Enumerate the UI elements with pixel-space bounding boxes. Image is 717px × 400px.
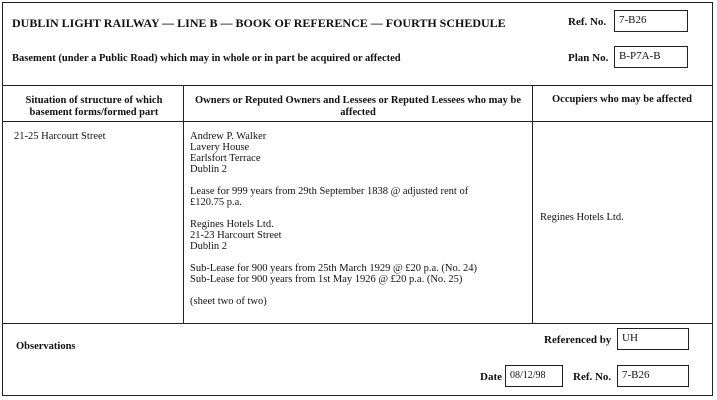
column-divider-2 [532, 85, 533, 323]
column-header-divider [3, 121, 712, 122]
footer-ref-no-field[interactable]: 7-B26 [617, 365, 689, 387]
sub-lease-1: Sub-Lease for 900 years from 25th March 1929 @ £20 p.a. (No. 24) [190, 263, 477, 274]
lease-1: Lease for 999 years from 29th September 1838 @ adjusted rent of £120.75 p.a. [190, 186, 469, 208]
footer-ref-no-label: Ref. No. [573, 371, 612, 383]
document-subtitle: Basement (under a Public Road) which may in whole or in part be acquired or affected [12, 53, 401, 64]
col-header-owners: Owners or Reputed Owners and Lessees or Reputed Lessees who may be affected [195, 95, 521, 118]
referenced-by-field[interactable]: UH [617, 328, 689, 350]
observations-label: Observations [16, 341, 76, 352]
owner-1: Andrew P. Walker Lavery House Earlsfort Terrace Dublin 2 [190, 131, 267, 175]
col-header-occupiers: Occupiers who may be affected [552, 94, 692, 105]
owner-2: Regines Hotels Ltd. 21-23 Harcourt Street Dublin 2 [190, 219, 282, 252]
plan-no-label: Plan No. [568, 52, 609, 64]
owners-cell [190, 131, 524, 307]
sheet-note: (sheet two of two) [190, 296, 267, 307]
occupier-cell: Regines Hotels Ltd. [540, 212, 624, 223]
referenced-by-label: Referenced by [544, 334, 612, 346]
ref-no-label: Ref. No. [568, 16, 607, 28]
header-divider [3, 85, 712, 86]
ref-no-field[interactable]: 7-B26 [614, 10, 688, 32]
footer-divider [3, 323, 712, 324]
situation-cell: 21-25 Harcourt Street [14, 131, 106, 142]
date-label: Date [480, 371, 502, 383]
document-title: DUBLIN LIGHT RAILWAY — LINE B — BOOK OF REFERENCE — FOURTH SCHEDULE [12, 16, 506, 30]
date-field[interactable]: 08/12/98 [505, 365, 563, 387]
col-header-situation: Situation of structure of which basement forms/formed part [25, 95, 163, 118]
sub-lease-2: Sub-Lease for 900 years from 1st May 1926 @ £20 p.a. (No. 25) [190, 274, 463, 285]
column-divider-1 [183, 85, 184, 323]
plan-no-field[interactable]: B-P7A-B [614, 46, 688, 68]
